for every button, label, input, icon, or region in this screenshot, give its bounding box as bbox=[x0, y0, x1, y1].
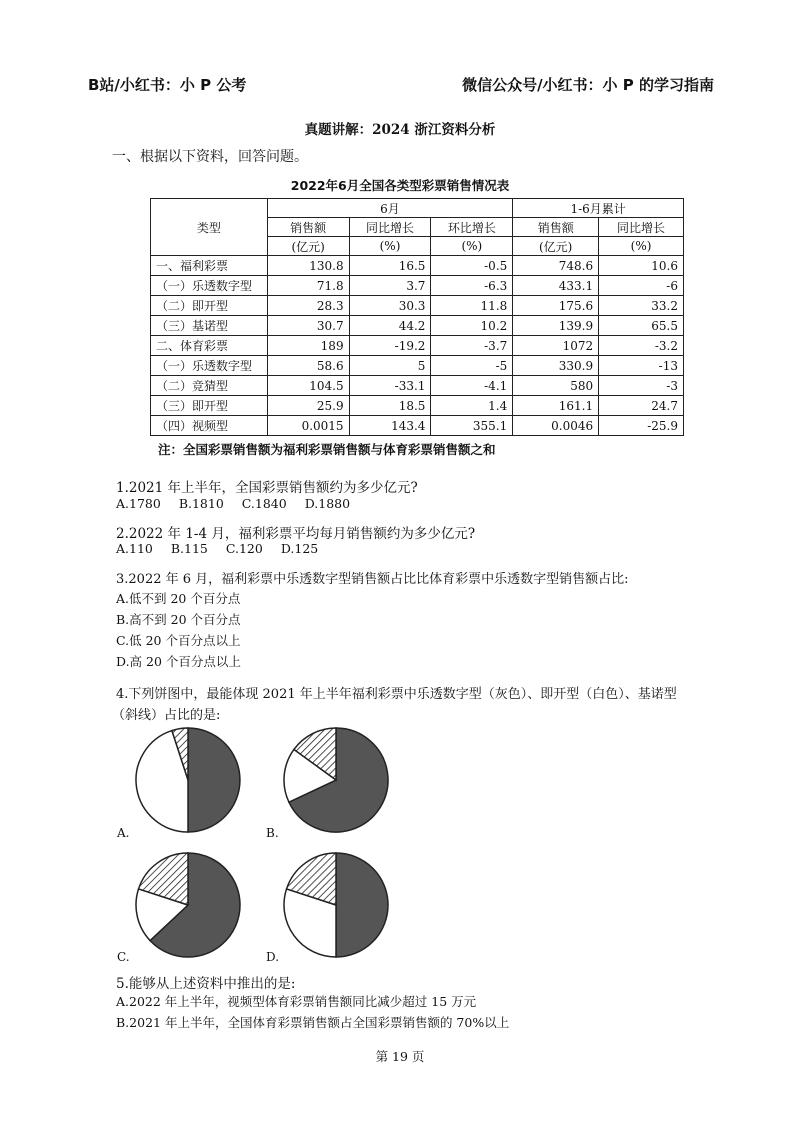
cell-value: 355.1 bbox=[431, 416, 513, 436]
col-unit: (%) bbox=[349, 237, 431, 256]
option[interactable]: D.1880 bbox=[304, 496, 351, 511]
question-5-option-a[interactable]: A.2022 年上半年，视频型体育彩票销售额同比减少超过 15 万元 bbox=[116, 994, 477, 1009]
col-unit: (亿元) bbox=[267, 237, 349, 256]
row-type: 二、体育彩票 bbox=[151, 336, 268, 356]
col-header: 同比增长 bbox=[599, 218, 684, 237]
cell-value: 30.7 bbox=[267, 316, 349, 336]
pie-label-d[interactable]: D. bbox=[266, 950, 280, 964]
row-type: （二）竞猜型 bbox=[151, 376, 268, 396]
cell-value: 139.9 bbox=[513, 316, 599, 336]
question-2: 2.2022 年 1-4 月，福利彩票平均每月销售额约为多少亿元? bbox=[116, 526, 476, 542]
pie-label-a[interactable]: A. bbox=[117, 826, 130, 840]
header-right: 微信公众号/小红书：小 P 的学习指南 bbox=[462, 76, 714, 94]
option[interactable]: C.120 bbox=[225, 541, 263, 556]
option[interactable]: A.1780 bbox=[116, 496, 161, 511]
cell-value: 28.3 bbox=[267, 296, 349, 316]
row-type: （三）即开型 bbox=[151, 396, 268, 416]
cell-value: 25.9 bbox=[267, 396, 349, 416]
cell-value: 0.0046 bbox=[513, 416, 599, 436]
pie-label-c[interactable]: C. bbox=[117, 950, 130, 964]
cell-value: -5 bbox=[431, 356, 513, 376]
type-header: 类型 bbox=[151, 199, 268, 256]
option[interactable]: B.115 bbox=[170, 541, 208, 556]
cell-value: 11.8 bbox=[431, 296, 513, 316]
cell-value: 104.5 bbox=[267, 376, 349, 396]
cell-value: 175.6 bbox=[513, 296, 599, 316]
cell-value: -25.9 bbox=[599, 416, 684, 436]
option[interactable]: D.125 bbox=[280, 541, 319, 556]
table-caption: 2022年6月全国各类型彩票销售情况表 bbox=[290, 178, 510, 193]
row-type: （一）乐透数字型 bbox=[151, 276, 268, 296]
col-header: 销售额 bbox=[513, 218, 599, 237]
cell-value: 16.5 bbox=[349, 256, 431, 276]
row-type: （二）即开型 bbox=[151, 296, 268, 316]
row-type: （四）视频型 bbox=[151, 416, 268, 436]
cell-value: 18.5 bbox=[349, 396, 431, 416]
cell-value: -6 bbox=[599, 276, 684, 296]
header-left: B站/小红书：小 P 公考 bbox=[88, 76, 247, 94]
cell-value: -6.3 bbox=[431, 276, 513, 296]
cell-value: 189 bbox=[267, 336, 349, 356]
cell-value: 330.9 bbox=[513, 356, 599, 376]
question-3-option-a[interactable]: A.低不到 20 个百分点 bbox=[116, 591, 241, 606]
cell-value: -13 bbox=[599, 356, 684, 376]
cell-value: 748.6 bbox=[513, 256, 599, 276]
pie-label-b[interactable]: B. bbox=[266, 826, 279, 840]
question-3-option-c[interactable]: C.低 20 个百分点以上 bbox=[116, 633, 241, 648]
question-1: 1.2021 年上半年，全国彩票销售额约为多少亿元? bbox=[116, 480, 418, 496]
cell-value: 0.0015 bbox=[267, 416, 349, 436]
col-header: 同比增长 bbox=[349, 218, 431, 237]
cell-value: 1.4 bbox=[431, 396, 513, 416]
option[interactable]: B.1810 bbox=[178, 496, 224, 511]
section-intro: 一、根据以下资料，回答问题。 bbox=[112, 149, 308, 165]
option[interactable]: C.1840 bbox=[241, 496, 287, 511]
col-unit: (%) bbox=[599, 237, 684, 256]
col-header: 销售额 bbox=[267, 218, 349, 237]
cell-value: 24.7 bbox=[599, 396, 684, 416]
question-3: 3.2022 年 6 月，福利彩票中乐透数字型销售额占比比体育彩票中乐透数字型销售额占比: bbox=[116, 572, 629, 587]
question-5: 5.能够从上述资料中推出的是: bbox=[116, 976, 296, 992]
question-4-cont: （斜线）占比的是: bbox=[112, 708, 221, 723]
option[interactable]: A.110 bbox=[116, 541, 153, 556]
group-header-june: 6月 bbox=[267, 199, 513, 218]
cell-value: -3 bbox=[599, 376, 684, 396]
pie-a-slice-gray bbox=[188, 728, 240, 832]
cell-value: -4.1 bbox=[431, 376, 513, 396]
col-unit: (%) bbox=[431, 237, 513, 256]
cell-value: 10.6 bbox=[599, 256, 684, 276]
cell-value: -33.1 bbox=[349, 376, 431, 396]
row-type: 一、福利彩票 bbox=[151, 256, 268, 276]
cell-value: 10.2 bbox=[431, 316, 513, 336]
cell-value: -19.2 bbox=[349, 336, 431, 356]
cell-value: 130.8 bbox=[267, 256, 349, 276]
cell-value: -0.5 bbox=[431, 256, 513, 276]
question-3-option-d[interactable]: D.高 20 个百分点以上 bbox=[116, 654, 241, 669]
cell-value: -3.7 bbox=[431, 336, 513, 356]
cell-value: 44.2 bbox=[349, 316, 431, 336]
cell-value: 58.6 bbox=[267, 356, 349, 376]
cell-value: 30.3 bbox=[349, 296, 431, 316]
group-header-cumulative: 1-6月累计 bbox=[513, 199, 684, 218]
question-5-option-b[interactable]: B.2021 年上半年，全国体育彩票销售额占全国彩票销售额的 70%以上 bbox=[116, 1015, 510, 1030]
question-3-option-b[interactable]: B.高不到 20 个百分点 bbox=[116, 612, 241, 627]
question-4: 4.下列饼图中，最能体现 2021 年上半年福利彩票中乐透数字型（灰色）、即开型（白色）、基诺型 bbox=[116, 687, 677, 702]
col-header: 环比增长 bbox=[431, 218, 513, 237]
col-unit: (亿元) bbox=[513, 237, 599, 256]
cell-value: 71.8 bbox=[267, 276, 349, 296]
cell-value: 143.4 bbox=[349, 416, 431, 436]
table-note: 注：全国彩票销售额为福利彩票销售额与体育彩票销售额之和 bbox=[158, 442, 496, 457]
cell-value: 580 bbox=[513, 376, 599, 396]
cell-value: 65.5 bbox=[599, 316, 684, 336]
page-title: 真题讲解：2024 浙江资料分析 bbox=[304, 122, 496, 138]
row-type: （三）基诺型 bbox=[151, 316, 268, 336]
pie-d-slice-gray bbox=[336, 853, 388, 957]
cell-value: 33.2 bbox=[599, 296, 684, 316]
cell-value: 1072 bbox=[513, 336, 599, 356]
cell-value: 433.1 bbox=[513, 276, 599, 296]
cell-value: -3.2 bbox=[599, 336, 684, 356]
cell-value: 161.1 bbox=[513, 396, 599, 416]
cell-value: 5 bbox=[349, 356, 431, 376]
row-type: （一）乐透数字型 bbox=[151, 356, 268, 376]
page-number: 第 19 页 bbox=[375, 1049, 425, 1064]
cell-value: 3.7 bbox=[349, 276, 431, 296]
